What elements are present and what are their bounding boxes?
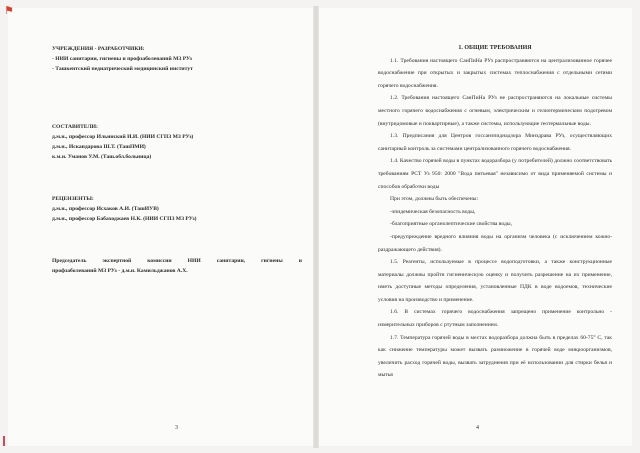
book-gutter [313,6,319,448]
paragraph: 1.5. Реагенты, используемые в процессе водоподготовки, а также конструкционные материалы должны пройти гигиеническую оценку и получить разрешение на их применение, иметь доступные методы определения, установленные ПДК в воде водоемов, технические условия на производство и применение. [378,259,612,303]
edge-mark [3,436,5,446]
list-item: -благоприятные органолептические свойства воды, [390,221,513,228]
paragraph: 1.2. Требования настоящего СанПиНа РУз не распространяются на локальные системы местного горячего водоснабжения с огневым, электрическим и гелиотермическим подогревом (внутридомовые и поквартирные), а также системы, использующие геотермальные воды. [378,95,612,127]
developers-heading: УЧРЕЖДЕНИЯ - РАЗРАБОТЧИКИ: [52,46,145,52]
list-item: -эпидемическая безопасность воды, [390,208,476,215]
chair-block [52,256,302,276]
author-item: д.м.н., профессор Ильинский И.И. (НИИ СГПЗ МЗ РУз) [52,134,194,140]
paragraph: 1.3. Предписания для Центров госсанэпиднадзора Минздрава РУз, осуществляющих санитарный контроль за системами централизованного горячего водоснабжения. [378,133,612,152]
reviewers-heading: РЕЦЕНЗЕНТЫ: [52,196,94,202]
developer-item: - НИИ санитарии, гигиены и профзаболеваний МЗ РУз [52,56,192,62]
paragraph: 1.6. В системах горячего водоснабжения запрещено применение контрольно - измерительных приборов с ртутным заполнением. [378,309,612,329]
developers-block [52,44,302,74]
author-item: к.м.н. Уманов У.М. (Таш.обл.больница) [52,154,152,160]
right-page-text [378,42,612,382]
page-number-right: 4 [476,425,479,431]
paragraph: 1.4. Качество горячей воды в пунктах водоразбора (у потребителей) должно соответствовать требованиям РСТ Уз 950: 2000 "Вода питьевая" независимо от вида применяемой системы и способов обработки воды [378,158,612,190]
authors-heading: СОСТАВИТЕЛИ: [52,124,98,130]
author-item: д.м.н., Искандарова Ш.Т. (ТашПМИ) [52,144,146,150]
paragraph: 1.1. Требования настоящего СанПиНа РУз распространяются на централизованное горячее водоснабжение при открытых и закрытых системах теплоснабжения с отдельными сетями горячего водоснабжения. [378,57,612,89]
paragraph: 1.7. Температура горячей воды в местах водоразбора должна быть в пределах 60-75° С, так как снижение температуры может вызвать размножение в горячей воде микроорганизмов, увеличить расход горячей воды, вызвать затруднения при её использовании для стирки белья и мытья [378,334,612,379]
authors-block [52,122,302,162]
list-item: -предупреждение вредного влияния воды на организм человека (с исключением кожно-раздражающего действия). [378,233,612,253]
chair-line: профзаболеваний МЗ РУз - д.м.н. Камильджанов А.Х. [52,268,188,274]
page-number-left: 3 [175,425,178,431]
reviewer-item: д.м.н., профессор Бабаходжаев Н.К. (НИИ СГПЗ МЗ РУз) [52,216,197,222]
bookmark-icon: ⚑ [4,4,14,17]
section-title: 1. ОБЩИЕ ТРЕБОВАНИЯ [458,45,532,51]
reviewer-item: д.м.н., профессор Исхаков А.И. (ТашИУВ) [52,206,159,212]
reviewers-block [52,194,302,224]
paragraph: При этом, должны быть обеспечены: [390,196,479,203]
chair-line: Председатель экспертной комиссии НИИ санитарии, гигиены и [52,258,302,264]
developer-item: - Ташкентский педиатрический медицинский институт [52,66,193,72]
